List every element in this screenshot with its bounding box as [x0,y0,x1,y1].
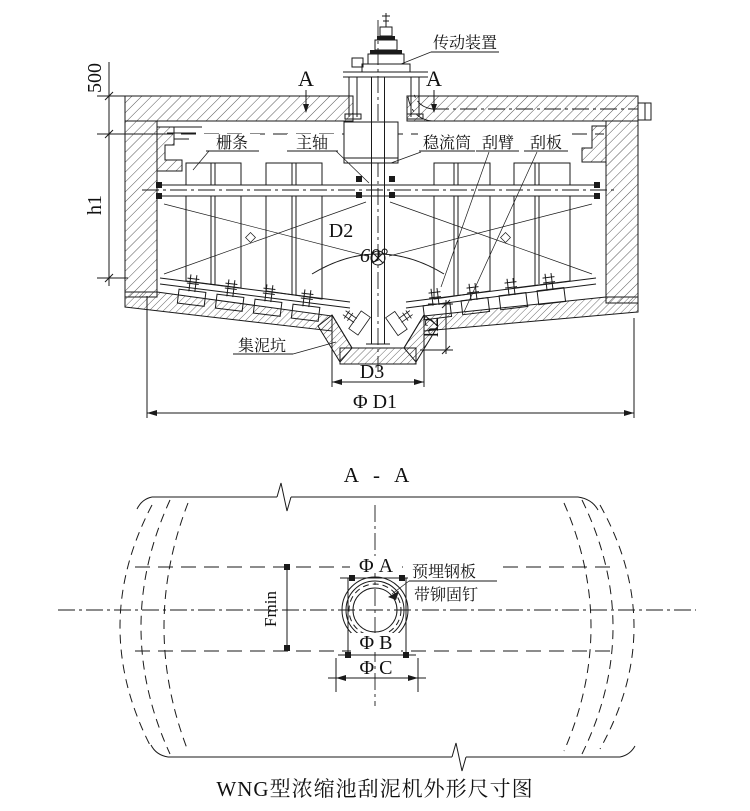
plan-dimensions [261,555,426,692]
label-scraper-arm: 刮臂 [481,135,515,152]
top-slab-left [125,96,353,121]
label-stilling-cylinder: 稳流筒 [422,135,472,152]
section-marker-left: A [298,66,314,91]
label-main-shaft: 主轴 [295,135,329,152]
dim-phi-c: Φ C [359,657,393,679]
label-drive-unit: 传动装置 [433,35,498,52]
section-view [84,13,651,418]
dim-h2: h2 [421,317,443,337]
dim-500: 500 [84,63,106,93]
label-embedded-plate: 预埋钢板 [412,564,477,581]
plan-view-title: A - A [343,463,415,487]
effluent-trough-right [582,126,606,162]
label-rivet-note: 带铆固钉 [414,587,479,604]
dim-fmin: Fmin [261,591,280,627]
dim-d3: D3 [359,361,385,383]
dim-60deg: 60° [360,245,388,267]
top-slab-right [407,96,638,121]
dim-d1: Φ D1 [352,391,398,413]
tank-wall-right [606,121,638,303]
dim-phi-a: Φ A [358,555,394,577]
label-grid-bars: 栅条 [215,135,249,152]
dim-d2: D2 [328,220,354,242]
dim-h1: h1 [84,195,106,215]
gearbox [368,54,404,64]
label-scraper-blade: 刮板 [529,135,563,152]
tank-wall-left [125,121,157,297]
label-mud-pit: 集泥坑 [237,338,287,355]
plan-view [58,463,696,771]
gearbox-base [362,64,410,72]
section-marker-right: A [426,66,442,91]
plan-outline [120,483,635,771]
drawing-caption: WNG型浓缩池刮泥机外形尺寸图 [216,777,534,801]
dim-phi-b: Φ B [359,632,393,654]
